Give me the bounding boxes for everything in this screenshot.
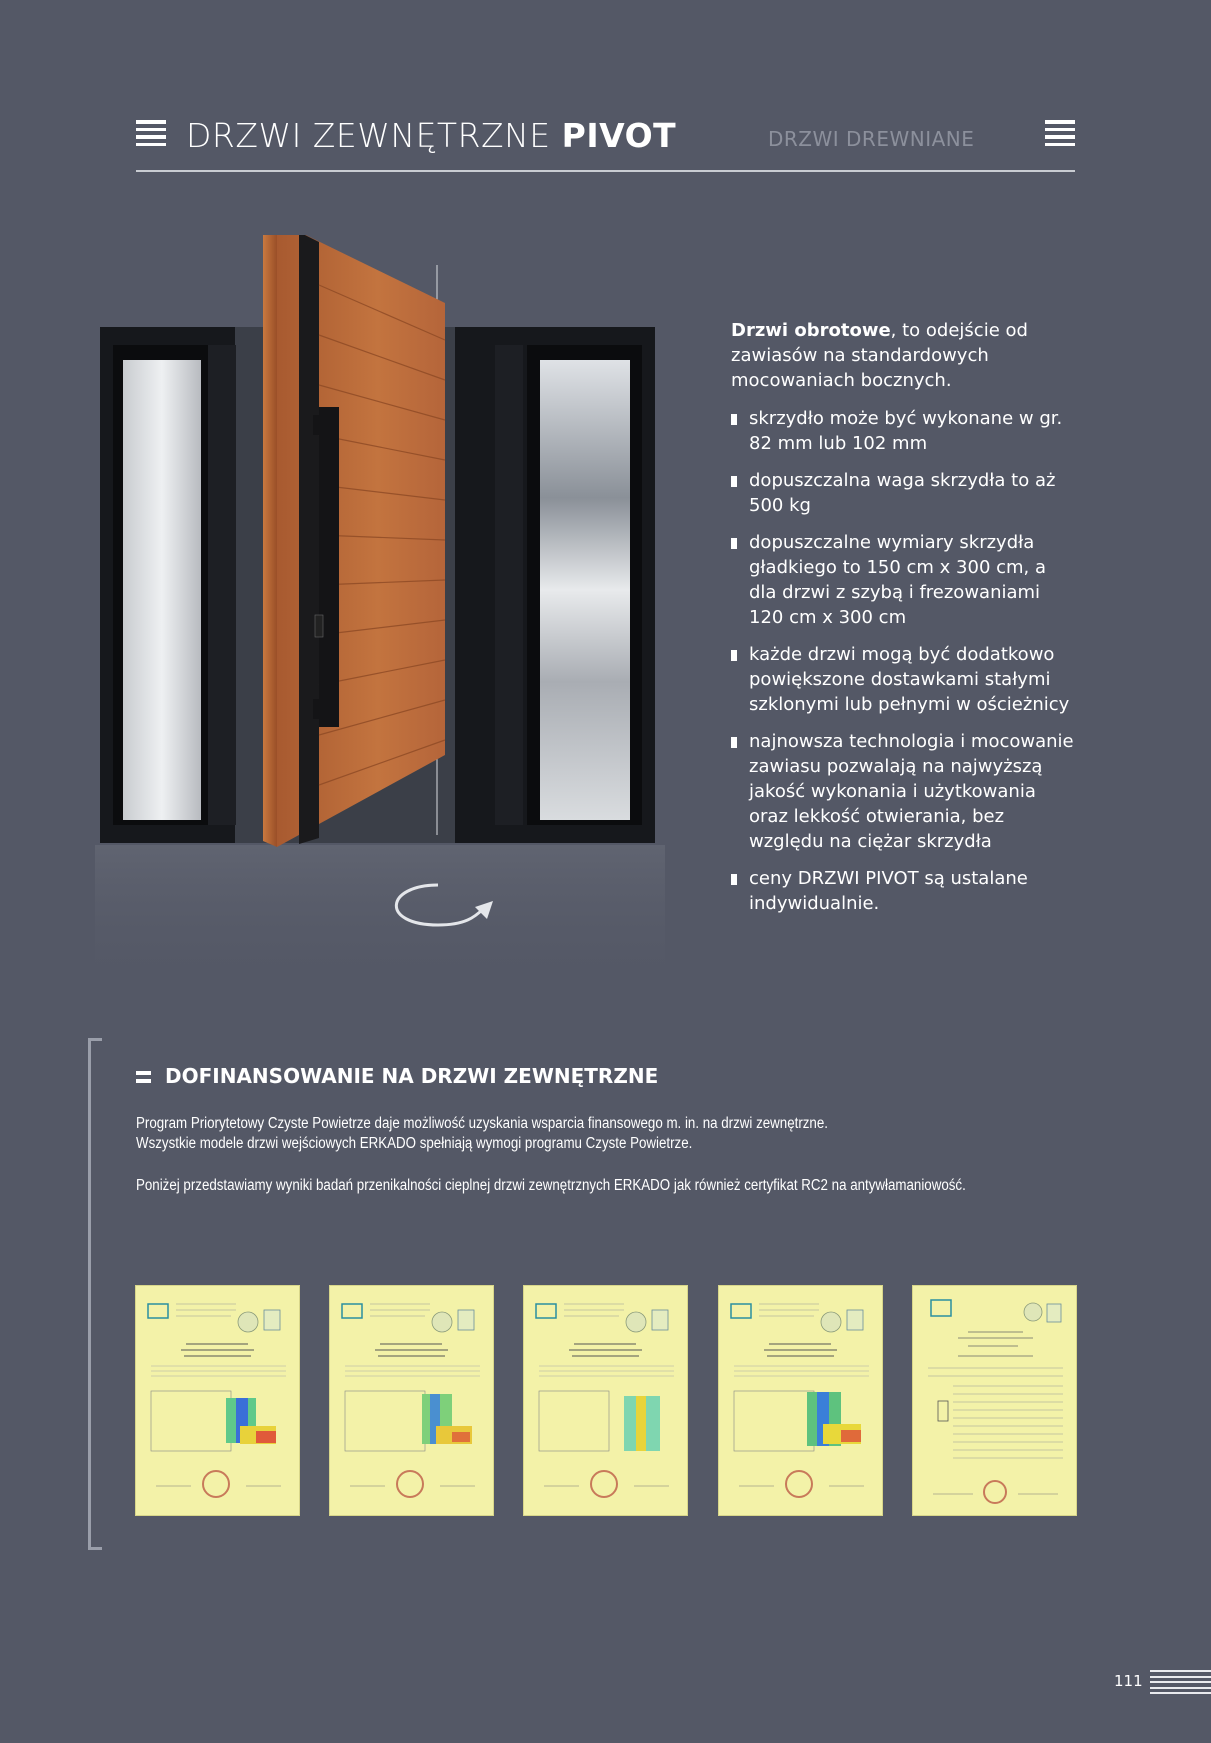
page-number: 111 [1114, 1672, 1143, 1690]
menu-lines-icon-right [1045, 120, 1075, 150]
header-divider [136, 170, 1075, 172]
right-sidelight-glass [540, 360, 630, 820]
bullet-icon [731, 414, 737, 425]
thermal-certificate-3 [524, 1286, 687, 1515]
subsidy-paragraph-line-2: Wszystkie modele drzwi wejściowych ERKADO spełniają wymogi programu Czyste Powietrze. [136, 1135, 693, 1152]
list-item: każde drzwi mogą być dodatkowo powiększone dostawkami stałymi szklonymi lub pełnymi w ościeżnicy [731, 642, 1076, 717]
rc2-certificate [913, 1286, 1076, 1515]
menu-lines-icon-left [136, 120, 166, 150]
page-title: DRZWI ZEWNĘTRZNE PIVOT [186, 116, 677, 155]
section-lines-icon [136, 1071, 151, 1087]
subsidy-paragraph-line-1: Program Priorytetowy Czyste Powietrze daje możliwość uzyskania wsparcia finansowego m. in. na drzwi zewnętrzne. [136, 1115, 828, 1132]
door-lock [315, 615, 323, 637]
floor-reflection [95, 845, 665, 995]
list-item: najnowsza technologia i mocowanie zawiasu pozwalają na najwyższą jakość wykonania i użytkowania oraz lekkość otwierania, bez względu na ciężar skrzydła [731, 729, 1076, 854]
list-item: skrzydło może być wykonane w gr. 82 mm lub 102 mm [731, 406, 1076, 456]
bullet-icon [731, 538, 737, 549]
bullet-icon [731, 476, 737, 487]
intro-paragraph: Drzwi obrotowe, to odejście od zawiasów na standardowych mocowaniach bocznych. [731, 320, 1028, 391]
bullet-icon [731, 737, 737, 748]
thermal-certificate-2 [330, 1286, 493, 1515]
left-sidelight-glass [123, 360, 201, 820]
section-bracket [88, 1038, 102, 1550]
door-handle [319, 407, 339, 727]
category-label: DRZWI DREWNIANE [768, 127, 975, 151]
thermal-certificate-4 [719, 1286, 882, 1515]
subsidy-paragraph-2: Poniżej przedstawiamy wyniki badań przenikalności cieplnej drzwi zewnętrznych ERKADO jak również certyfikat RC2 na antywłamaniowość. [136, 1177, 966, 1194]
list-item: dopuszczalna waga skrzydła to aż 500 kg [731, 468, 1076, 518]
bullet-icon [731, 650, 737, 661]
footer-lines-icon [1150, 1670, 1211, 1698]
list-item: ceny DRZWI PIVOT są ustalane indywidualnie. [731, 866, 1076, 916]
thermal-certificate-1 [136, 1286, 299, 1515]
list-item: dopuszczalne wymiary skrzydła gładkiego to 150 cm x 300 cm, a dla drzwi z szybą i frezowaniami 120 cm x 300 cm [731, 530, 1076, 630]
bullet-icon [731, 874, 737, 885]
section-title: DOFINANSOWANIE NA DRZWI ZEWNĘTRZNE [165, 1064, 659, 1088]
features-list [731, 406, 1076, 928]
pivot-door-image [95, 235, 675, 995]
